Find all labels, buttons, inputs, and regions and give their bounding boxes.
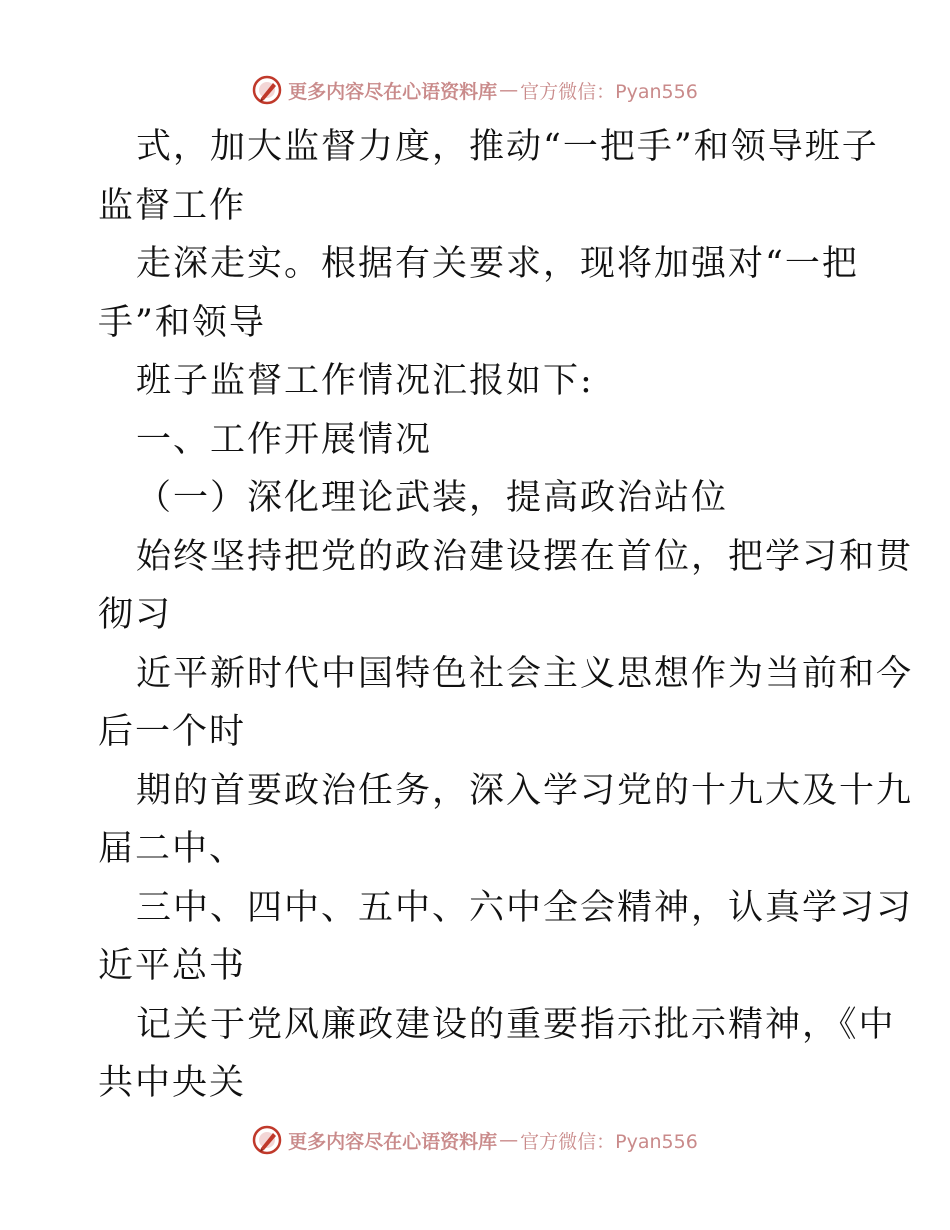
text-line: 一、工作开展情况 [136, 419, 433, 460]
document-body [98, 118, 914, 1113]
text-line: 三中、四中、五中、六中全会精神，认真学习习 [136, 887, 914, 928]
text-line: （一）深化理论武装，提高政治站位 [136, 478, 729, 518]
text-line: 届二中、 [98, 829, 247, 869]
watermark-main-text: 更多内容尽在心语资料库 [288, 1130, 498, 1153]
text-line: 彻习 [98, 595, 173, 635]
text-line: 监督工作 [98, 185, 247, 226]
text-line: 后一个时 [98, 712, 247, 752]
text-line: 期的首要政治任务，深入学习党的十九大及十九 [136, 770, 914, 811]
text-line: 近平总书 [98, 946, 247, 986]
text-line: 始终坚持把党的政治建设摆在首位，把学习和贯 [136, 536, 914, 577]
text-line: 班子监督工作情况汇报如下: [136, 361, 594, 401]
text-line: 近平新时代中国特色社会主义思想作为当前和今 [136, 653, 914, 694]
text-line: 共中央关 [98, 1063, 247, 1103]
watermark-contact-text: 官方微信：Pyan556 [520, 80, 698, 103]
footer-watermark [0, 1120, 950, 1160]
watermark-separator: — [499, 79, 519, 101]
watermark-contact-text: 官方微信：Pyan556 [520, 1130, 698, 1153]
pen-logo-icon [252, 75, 282, 105]
pen-logo-icon [252, 1125, 282, 1155]
header-watermark [0, 70, 950, 110]
text-line: 式，加大监督力度，推动“一把手”和领导班子 [136, 127, 879, 167]
text-line: 记关于党风廉政建设的重要指示批示精神，《中 [136, 1004, 896, 1045]
watermark-separator: — [499, 1129, 519, 1151]
text-line: 走深走实。根据有关要求，现将加强对“一把 [136, 244, 859, 284]
text-line: 手”和领导 [98, 302, 266, 343]
watermark-main-text: 更多内容尽在心语资料库 [288, 80, 498, 103]
